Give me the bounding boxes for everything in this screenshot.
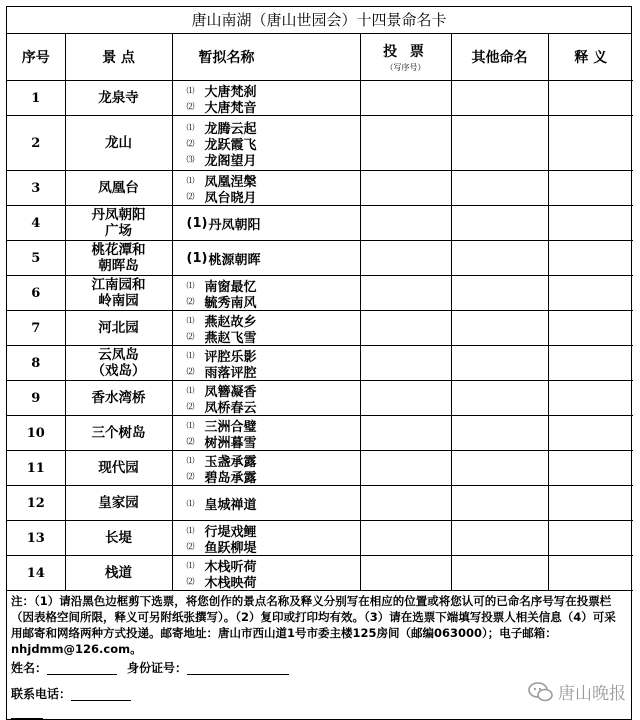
option-text: 雨落评腔 bbox=[204, 365, 257, 381]
row-number: 5 bbox=[7, 241, 65, 276]
option-index: ⑵ bbox=[186, 541, 195, 551]
option-text: 凤桥春云 bbox=[204, 400, 257, 416]
proposed-name bbox=[187, 398, 360, 414]
table-row bbox=[7, 556, 633, 591]
header-vote-label: 投 票 bbox=[383, 44, 428, 60]
option-index: ⑵ bbox=[186, 331, 195, 341]
row-number: 11 bbox=[7, 451, 65, 486]
spot-cell bbox=[65, 416, 172, 451]
option-index: ⑵ bbox=[186, 191, 195, 201]
option-index: ⑵ bbox=[186, 436, 195, 446]
option-index: ⑴ bbox=[186, 280, 195, 290]
option-text: 燕赵飞雪 bbox=[204, 330, 257, 346]
vote-cell[interactable] bbox=[360, 521, 451, 556]
option-text: 龙腾云起 bbox=[204, 121, 257, 137]
proposed-names-cell bbox=[172, 276, 360, 311]
proposed-names-cell bbox=[172, 346, 360, 381]
meaning-cell[interactable] bbox=[548, 521, 633, 556]
option-index: ⑵ bbox=[186, 471, 195, 481]
vote-cell[interactable] bbox=[360, 116, 451, 171]
id-label: 身份证号： bbox=[127, 661, 188, 675]
wechat-icon bbox=[528, 681, 554, 703]
proposed-names-cell bbox=[172, 116, 360, 171]
option-text: 龙跃霞飞 bbox=[204, 137, 257, 153]
meaning-cell[interactable] bbox=[548, 241, 633, 276]
proposed-names-cell bbox=[172, 171, 360, 206]
other-name-cell[interactable] bbox=[451, 381, 548, 416]
other-name-cell[interactable] bbox=[451, 311, 548, 346]
proposed-names-cell bbox=[172, 486, 360, 521]
spot-name: （戏岛） bbox=[91, 363, 146, 379]
spot-name: 云凤岛 bbox=[98, 347, 139, 363]
row-number: 6 bbox=[7, 276, 65, 311]
table-row bbox=[7, 171, 633, 206]
option-index: ⑴ bbox=[186, 85, 195, 95]
table-row bbox=[7, 346, 633, 381]
meaning-cell[interactable] bbox=[548, 171, 633, 206]
option-index: ⑴ bbox=[186, 385, 195, 395]
watermark-text: 唐山晚报 bbox=[558, 684, 626, 704]
other-name-cell[interactable] bbox=[451, 276, 548, 311]
meaning-cell[interactable] bbox=[548, 346, 633, 381]
name-label: 姓名： bbox=[11, 661, 48, 675]
spot-name: 河北园 bbox=[98, 320, 139, 336]
option-index: ⑴ bbox=[186, 175, 195, 185]
proposed-name bbox=[187, 250, 360, 266]
spot-name: 凤凰台 bbox=[98, 180, 139, 196]
vote-cell[interactable] bbox=[360, 241, 451, 276]
table-row bbox=[7, 416, 633, 451]
option-text: 行堤戏鲤 bbox=[204, 524, 257, 540]
meaning-cell[interactable] bbox=[548, 311, 633, 346]
spot-cell bbox=[65, 381, 172, 416]
phone-label: 联系电话： bbox=[11, 687, 72, 701]
spot-name: 皇家园 bbox=[98, 495, 139, 511]
other-name-cell[interactable] bbox=[451, 416, 548, 451]
row-number: 12 bbox=[7, 486, 65, 521]
meaning-cell[interactable] bbox=[548, 206, 633, 241]
spot-name: 三个树岛 bbox=[91, 425, 146, 441]
other-name-cell[interactable] bbox=[451, 171, 548, 206]
proposed-names-cell bbox=[172, 206, 360, 241]
option-index: ⑴ bbox=[186, 498, 195, 508]
option-text: 凤凰涅槃 bbox=[204, 174, 257, 190]
row-number: 9 bbox=[7, 381, 65, 416]
other-name-cell[interactable] bbox=[451, 206, 548, 241]
spot-name: 龙泉寺 bbox=[98, 90, 139, 106]
meaning-cell[interactable] bbox=[548, 486, 633, 521]
option-text: 凤簪凝香 bbox=[204, 384, 257, 400]
option-index: ⑵ bbox=[186, 576, 195, 586]
vote-cell[interactable] bbox=[360, 81, 451, 116]
header-vote bbox=[360, 34, 451, 81]
option-index: ⑴ bbox=[186, 560, 195, 570]
option-text: 龙阁望月 bbox=[204, 153, 257, 169]
proposed-names-cell bbox=[172, 81, 360, 116]
row-number: 7 bbox=[7, 311, 65, 346]
row-number: 14 bbox=[7, 556, 65, 591]
option-index: ⑵ bbox=[186, 101, 195, 111]
other-name-cell[interactable] bbox=[451, 451, 548, 486]
spot-cell bbox=[65, 556, 172, 591]
spot-name: 龙山 bbox=[105, 135, 132, 151]
option-index: ⑵ bbox=[186, 138, 195, 148]
vote-cell[interactable] bbox=[360, 206, 451, 241]
spot-cell bbox=[65, 241, 172, 276]
header-spot: 景 点 bbox=[65, 34, 172, 81]
proposed-names-cell bbox=[172, 381, 360, 416]
name-field[interactable] bbox=[47, 662, 117, 675]
spot-name: 长堤 bbox=[105, 530, 132, 546]
proposed-name bbox=[187, 433, 360, 449]
proposed-name bbox=[187, 151, 360, 167]
option-index: ⑴ bbox=[186, 122, 195, 132]
vote-cell[interactable] bbox=[360, 556, 451, 591]
option-text: 三洲合璧 bbox=[204, 419, 257, 435]
option-text: 鱼跃柳堤 bbox=[204, 540, 257, 556]
meaning-cell[interactable] bbox=[548, 451, 633, 486]
extra-field[interactable] bbox=[11, 706, 43, 719]
table-row bbox=[7, 206, 633, 241]
vote-cell[interactable] bbox=[360, 486, 451, 521]
proposed-name bbox=[187, 215, 360, 231]
spot-name: 江南园和 bbox=[91, 277, 146, 293]
option-text: 木栈听荷 bbox=[204, 559, 257, 575]
proposed-name bbox=[187, 98, 360, 114]
meaning-cell[interactable] bbox=[548, 381, 633, 416]
meaning-cell[interactable] bbox=[548, 276, 633, 311]
proposed-names-cell bbox=[172, 556, 360, 591]
header-row bbox=[7, 34, 633, 81]
proposed-name bbox=[187, 573, 360, 589]
vote-cell[interactable] bbox=[360, 381, 451, 416]
proposed-name bbox=[187, 495, 360, 511]
option-text: 南窗最忆 bbox=[204, 279, 257, 295]
table-row bbox=[7, 311, 633, 346]
row-number: 1 bbox=[7, 81, 65, 116]
option-index: (1) bbox=[186, 215, 208, 231]
option-text: 木栈映荷 bbox=[204, 575, 257, 591]
option-text: 评腔乐影 bbox=[204, 349, 257, 365]
row-number: 8 bbox=[7, 346, 65, 381]
spot-cell bbox=[65, 276, 172, 311]
footer-note: 注：（1）请沿黑色边框剪下选票，将您创作的景点名称及释义分别写在相应的位置或将您认可的已命名序号写在投票栏（因表格空间所限，释义可另附纸张撰写）。（2）复印或打印均有效。（3）请在选票下端填写投票人相关信息（4）可采用邮寄和网络两种方式投递。邮寄地址：唐山市西山道1号市委主楼125房间（邮编063000）；电子邮箱：nhjdmm@126.com。 bbox=[11, 594, 616, 656]
option-index: ⑴ bbox=[186, 525, 195, 535]
option-text: 树洲暮雪 bbox=[204, 435, 257, 451]
other-name-cell[interactable] bbox=[451, 521, 548, 556]
option-index: ⑴ bbox=[186, 315, 195, 325]
option-text: 皇城禅道 bbox=[204, 497, 257, 513]
proposed-name bbox=[187, 188, 360, 204]
spot-name: 香水湾桥 bbox=[91, 390, 146, 406]
vote-cell[interactable] bbox=[360, 276, 451, 311]
spot-name: 栈道 bbox=[105, 565, 132, 581]
spot-cell bbox=[65, 171, 172, 206]
meaning-cell[interactable] bbox=[548, 116, 633, 171]
naming-table bbox=[7, 34, 633, 591]
option-text: 碧岛承露 bbox=[204, 470, 257, 486]
table-row bbox=[7, 241, 633, 276]
option-index: ⑴ bbox=[186, 455, 195, 465]
spot-name: 桃花潭和 bbox=[91, 242, 146, 258]
spot-name: 现代园 bbox=[98, 460, 139, 476]
proposed-name bbox=[187, 363, 360, 379]
table-row bbox=[7, 521, 633, 556]
header-no: 序号 bbox=[7, 34, 65, 81]
other-name-cell[interactable] bbox=[451, 556, 548, 591]
option-text: 凤台晓月 bbox=[204, 190, 257, 206]
spot-cell bbox=[65, 116, 172, 171]
id-field[interactable] bbox=[187, 662, 289, 675]
other-name-cell[interactable] bbox=[451, 346, 548, 381]
option-text: 毓秀南风 bbox=[204, 295, 257, 311]
row-number: 2 bbox=[7, 116, 65, 171]
vote-cell[interactable] bbox=[360, 311, 451, 346]
spot-name: 岭南园 bbox=[98, 293, 139, 309]
option-text: 大唐梵刹 bbox=[204, 84, 257, 100]
proposed-names-cell bbox=[172, 521, 360, 556]
header-name: 暂拟名称 bbox=[172, 34, 360, 81]
spot-cell bbox=[65, 451, 172, 486]
option-index: (1) bbox=[186, 250, 208, 266]
table-row bbox=[7, 116, 633, 171]
proposed-names-cell bbox=[172, 311, 360, 346]
vote-cell[interactable] bbox=[360, 346, 451, 381]
vote-cell[interactable] bbox=[360, 451, 451, 486]
header-other: 其他命名 bbox=[451, 34, 548, 81]
other-name-cell[interactable] bbox=[451, 486, 548, 521]
proposed-names-cell bbox=[172, 241, 360, 276]
vote-cell[interactable] bbox=[360, 416, 451, 451]
vote-cell[interactable] bbox=[360, 171, 451, 206]
meaning-cell[interactable] bbox=[548, 416, 633, 451]
row-number: 13 bbox=[7, 521, 65, 556]
watermark bbox=[528, 679, 626, 704]
proposed-name bbox=[187, 468, 360, 484]
row-number: 4 bbox=[7, 206, 65, 241]
spot-name: 朝晖岛 bbox=[98, 258, 139, 274]
proposed-name bbox=[187, 293, 360, 309]
option-text: 大唐梵音 bbox=[204, 100, 257, 116]
proposed-name bbox=[187, 328, 360, 344]
card-title: 唐山南湖（唐山世园会）十四景命名卡 bbox=[7, 7, 631, 34]
meaning-cell[interactable] bbox=[548, 556, 633, 591]
option-text: 丹凤朝阳 bbox=[208, 217, 261, 233]
option-text: 燕赵故乡 bbox=[204, 314, 257, 330]
proposed-names-cell bbox=[172, 416, 360, 451]
table-row bbox=[7, 451, 633, 486]
meaning-cell[interactable] bbox=[548, 81, 633, 116]
option-index: ⑴ bbox=[186, 350, 195, 360]
phone-field[interactable] bbox=[71, 688, 131, 701]
option-text: 桃源朝晖 bbox=[208, 252, 261, 268]
other-name-cell[interactable] bbox=[451, 116, 548, 171]
naming-card bbox=[6, 6, 632, 720]
option-index: ⑶ bbox=[186, 154, 195, 164]
row-number: 10 bbox=[7, 416, 65, 451]
table-row bbox=[7, 81, 633, 116]
spot-cell bbox=[65, 486, 172, 521]
header-meaning: 释 义 bbox=[548, 34, 633, 81]
option-index: ⑵ bbox=[186, 401, 195, 411]
spot-cell bbox=[65, 311, 172, 346]
proposed-names-cell bbox=[172, 451, 360, 486]
table-row bbox=[7, 486, 633, 521]
other-name-cell[interactable] bbox=[451, 81, 548, 116]
spot-cell bbox=[65, 346, 172, 381]
other-name-cell[interactable] bbox=[451, 241, 548, 276]
spot-cell bbox=[65, 521, 172, 556]
spot-cell bbox=[65, 81, 172, 116]
spot-cell bbox=[65, 206, 172, 241]
option-index: ⑴ bbox=[186, 420, 195, 430]
spot-name: 广场 bbox=[105, 223, 132, 239]
header-vote-note: （写序号） bbox=[385, 63, 426, 72]
option-index: ⑵ bbox=[186, 366, 195, 376]
spot-name: 丹凤朝阳 bbox=[91, 207, 146, 223]
proposed-name bbox=[187, 538, 360, 554]
table-row bbox=[7, 381, 633, 416]
row-number: 3 bbox=[7, 171, 65, 206]
option-index: ⑵ bbox=[186, 296, 195, 306]
table-row bbox=[7, 276, 633, 311]
option-text: 玉盏承露 bbox=[204, 454, 257, 470]
